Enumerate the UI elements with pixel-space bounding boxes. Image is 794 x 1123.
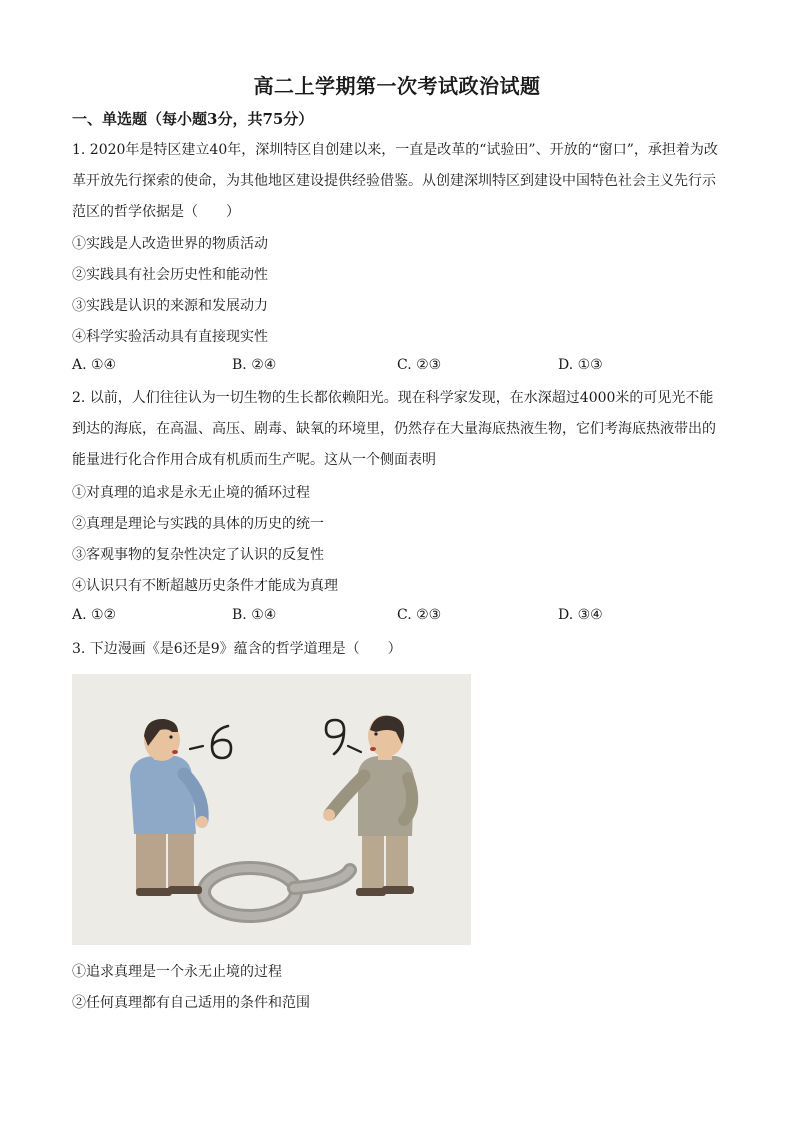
question-2-stem: 2. 以前，人们往往认为一切生物的生长都依赖阳光。现在科学家发现，在水深超过4000米的可见光不能到达的海底，在高温、高压、剧毒、缺氧的环境里，仍然存在大量海底热液生物，它们考海底热液带出的能量进行化合作用合成有机质而生产呢。这从一个侧面表明 xyxy=(72,390,716,468)
q1-statement-1: ①实践是人改造世界的物质活动 xyxy=(72,236,268,252)
q2-statement-4: ④认识只有不断超越历史条件才能成为真理 xyxy=(72,578,338,594)
q1-statement-2: ②实践具有社会历史性和能动性 xyxy=(72,267,268,283)
q2-statement-2: ②真理是理论与实践的具体的历史的统一 xyxy=(72,516,324,532)
question-3-stem: 3. 下边漫画《是6还是9》蕴含的哲学道理是（ ） xyxy=(72,641,402,657)
q2-option-c[interactable]: C. ②③ xyxy=(397,607,442,623)
q2-option-b[interactable]: B. ①④ xyxy=(232,607,277,623)
q2-options xyxy=(72,607,724,627)
page-title: 高二上学期第一次考试政治试题 xyxy=(253,74,541,98)
q1-option-a[interactable]: A. ①④ xyxy=(72,357,117,373)
right-man-figure xyxy=(323,715,414,896)
q1-option-c[interactable]: C. ②③ xyxy=(397,357,442,373)
q1-option-b[interactable]: B. ②④ xyxy=(232,357,277,373)
q2-statement-1: ①对真理的追求是永无止境的循环过程 xyxy=(72,485,310,501)
question-1-stem: 1. 2020年是特区建立40年，深圳特区自创建以来，一直是改革的“试验田”、开放的“窗口”，承担着为改革开放先行探索的使命，为其他地区建设提供经验借鉴。从创建深圳特区到建设中国特色社会主义先行示范区的哲学依据是（ ） xyxy=(72,142,718,220)
q1-statement-3: ③实践是认识的来源和发展动力 xyxy=(72,298,268,314)
q3-statement-1: ①追求真理是一个永无止境的过程 xyxy=(72,964,282,980)
q1-option-d[interactable]: D. ①③ xyxy=(558,357,603,373)
section-heading: 一、单选题（每小题3分，共75分） xyxy=(72,110,314,128)
q1-options xyxy=(72,357,724,377)
q2-statement-3: ③客观事物的复杂性决定了认识的反复性 xyxy=(72,547,324,563)
q3-statement-2: ②任何真理都有自己适用的条件和范围 xyxy=(72,995,310,1011)
six-or-nine-cartoon xyxy=(72,674,471,945)
left-man-figure xyxy=(130,719,208,896)
q2-option-a[interactable]: A. ①② xyxy=(72,607,117,623)
left-speech-six xyxy=(190,726,231,758)
ground-numeral xyxy=(204,868,350,916)
cartoon-illustration xyxy=(72,674,471,945)
q1-statement-4: ④科学实验活动具有直接现实性 xyxy=(72,329,268,345)
right-speech-nine xyxy=(326,720,361,754)
q2-option-d[interactable]: D. ③④ xyxy=(558,607,603,623)
